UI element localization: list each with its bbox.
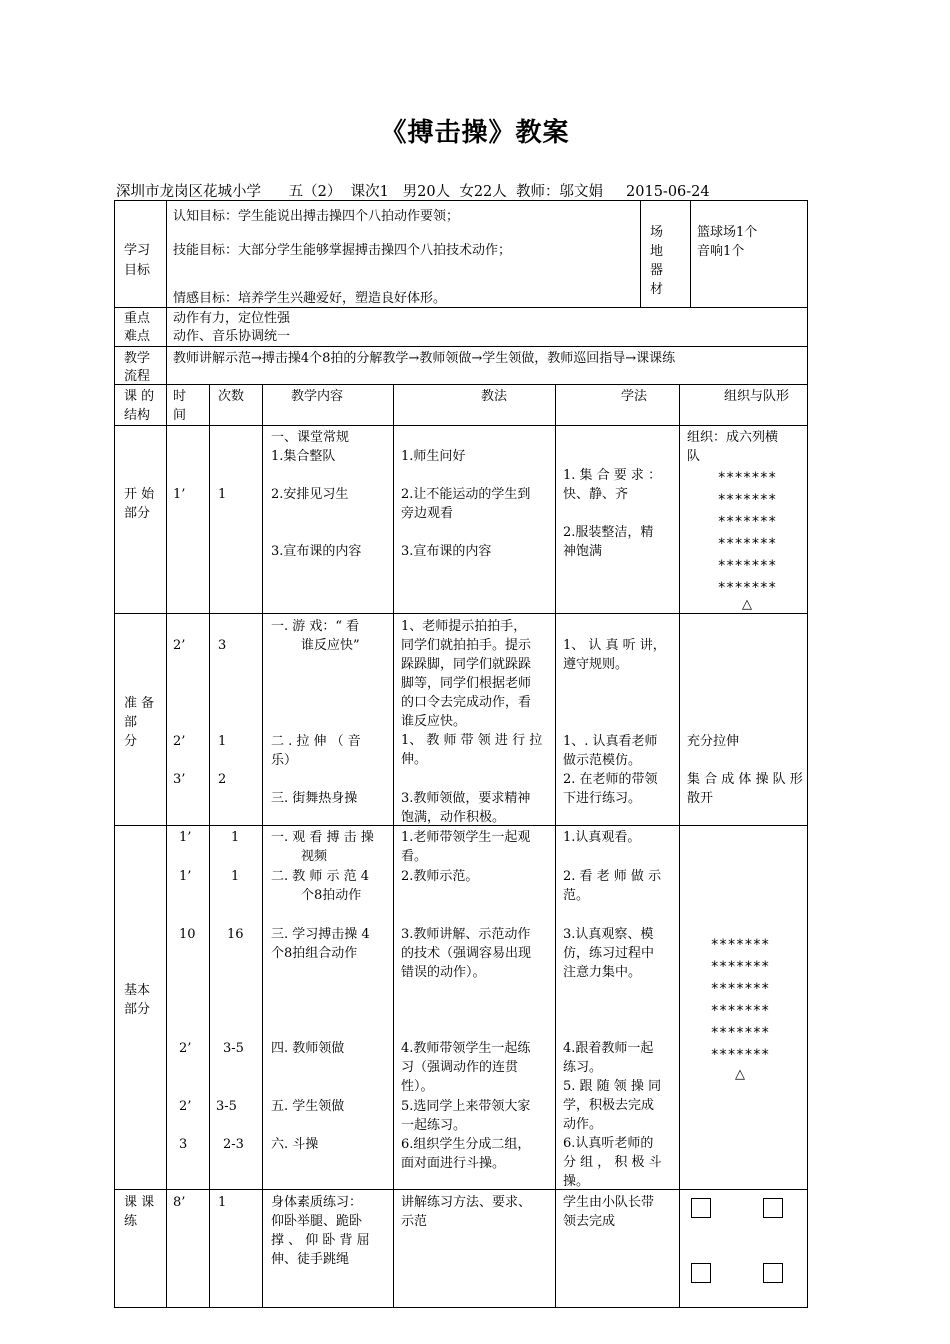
opening-method: 旁边观看 (401, 506, 454, 521)
basic-study: 1.认真观看。 (563, 830, 641, 845)
prep-content: 三. 街舞热身操 (271, 791, 358, 806)
basic-label: 部分 (124, 1002, 151, 1017)
venue-item: 音响1个 (697, 244, 745, 259)
drill-count: 1 (218, 1195, 227, 1210)
teacher-triangle-icon: △ (742, 597, 752, 612)
cognitive-goal: 认知目标：学生能说出搏击操四个八拍动作要领； (173, 209, 460, 224)
basic-time: 1’ (179, 869, 192, 884)
prep-method: 谁反应快。 (401, 714, 467, 729)
header-organization: 组织与队形 (724, 389, 790, 404)
basic-study: 动作。 (563, 1117, 603, 1132)
prep-study: 下进行练习。 (563, 791, 642, 806)
basic-content: 四. 教师领做 (271, 1041, 345, 1056)
flow-label: 教学 (124, 351, 151, 366)
station-square-icon (691, 1198, 711, 1218)
col-divider (679, 384, 680, 1307)
prep-method: 跺跺脚，同学们就跺跺 (401, 657, 532, 672)
keypoints-label: 难点 (124, 329, 151, 344)
opening-method: 1.师生问好 (401, 449, 466, 464)
prep-method: 3.教师领做，要求精神 (401, 791, 531, 806)
col-divider (262, 384, 263, 1307)
basic-method: 6.组织学生分成二组， (401, 1137, 531, 1152)
prep-method: 1、老师提示拍拍手， (401, 619, 527, 634)
basic-content: 一. 观 看 搏 击 操 (271, 830, 374, 845)
keypoint-text: 动作有力，定位性强 (173, 311, 291, 326)
header-study: 学法 (621, 389, 648, 404)
opening-content: 2.安排见习生 (271, 487, 349, 502)
opening-label: 部分 (124, 506, 151, 521)
prep-content: 二 . 拉 伸 （ 音 (271, 734, 361, 749)
prep-label: 准 备 (124, 696, 155, 711)
prep-method: 脚等，同学们根据老师 (401, 676, 532, 691)
col-divider (640, 201, 641, 307)
col-divider (393, 384, 394, 1307)
opening-content: 1.集合整队 (271, 449, 336, 464)
basic-time: 1’ (179, 830, 192, 845)
basic-study: 注意力集中。 (563, 965, 642, 980)
lesson-plan-table (114, 200, 808, 1308)
formation-row: ******* (710, 937, 770, 953)
opening-time: 1’ (173, 487, 186, 502)
skill-goal: 技能目标：大部分学生能够掌握搏击操四个八拍技术动作； (173, 243, 512, 258)
basic-study: 3.认真观察、模 (563, 927, 654, 942)
row-divider (115, 425, 807, 426)
opening-content: 一、课堂常规 (271, 430, 350, 445)
prep-study: 遵守规则。 (563, 657, 629, 672)
opening-method: 3.宣布课的内容 (401, 544, 492, 559)
basic-content: 视频 (301, 849, 328, 864)
prep-count: 1 (218, 734, 227, 749)
formation-row: ******* (710, 1047, 770, 1063)
drill-time: 8’ (173, 1195, 186, 1210)
prep-method: 1、 教 师 带 领 进 行 拉 (401, 733, 543, 748)
prep-study: 2. 在老师的带领 (563, 772, 658, 787)
basic-study: 5. 跟 随 领 操 同 (563, 1079, 662, 1094)
opening-study: 1. 集 合 要 求 ： (563, 468, 662, 483)
basic-content: 个8拍动作 (301, 888, 362, 903)
basic-content: 三. 学习搏击操 4 (271, 927, 370, 942)
basic-count: 1 (231, 869, 240, 884)
basic-content: 六. 斗操 (271, 1137, 319, 1152)
opening-study: 神饱满 (563, 544, 603, 559)
venue-label: 器 (650, 263, 664, 278)
basic-time: 2’ (179, 1041, 192, 1056)
header-time: 时 (173, 389, 187, 404)
drill-method: 示范 (401, 1214, 428, 1229)
basic-label: 基本 (124, 983, 151, 998)
basic-count: 3-5 (223, 1041, 244, 1056)
objectives-label: 学习 (124, 243, 151, 258)
station-square-icon (763, 1263, 783, 1283)
basic-time: 3 (179, 1137, 188, 1152)
col-divider (166, 201, 167, 1307)
emotion-goal: 情感目标：培养学生兴趣爱好，塑造良好体形。 (173, 291, 447, 306)
drill-label: 课 课 (124, 1195, 155, 1210)
basic-method: 面对面进行斗操。 (401, 1156, 506, 1171)
opening-method: 2.让不能运动的学生到 (401, 487, 531, 502)
keypoints-label: 重点 (124, 311, 151, 326)
formation-row: ******* (710, 959, 770, 975)
prep-time: 3’ (173, 772, 186, 787)
opening-org: 队 (687, 449, 701, 464)
row-divider (115, 1189, 807, 1190)
prep-content: 一. 游 戏：“ 看 (271, 619, 360, 634)
opening-study: 2.服装整洁，精 (563, 525, 654, 540)
basic-method: 看。 (401, 849, 428, 864)
opening-org: 组织：成六列横 (687, 430, 779, 445)
basic-method: 2.教师示范。 (401, 869, 479, 884)
basic-study: 2. 看 老 师 做 示 (563, 869, 662, 884)
difficulty-text: 动作、音乐协调统一 (173, 329, 291, 344)
formation-row: ******* (717, 514, 777, 530)
basic-method: 错误的动作）。 (401, 965, 486, 980)
drill-content: 撑 、 仰 卧 背 屈 (271, 1233, 370, 1248)
venue-label: 材 (650, 282, 664, 297)
basic-study: 操。 (563, 1174, 590, 1189)
prep-method: 饱满，动作积极。 (401, 810, 506, 825)
teacher-triangle-icon: △ (735, 1067, 745, 1082)
opening-label: 开 始 (124, 487, 155, 502)
basic-time: 10 (179, 927, 196, 942)
drill-method: 讲解练习方法、要求、 (401, 1195, 532, 1210)
basic-study: 6.认真听老师的 (563, 1136, 654, 1151)
opening-count: 1 (218, 487, 227, 502)
flow-text: 教师讲解示范→搏击操4个8拍的分解教学→教师领做→学生领做，教师巡回指导→课课练 (173, 351, 676, 366)
header-time: 间 (173, 408, 187, 423)
basic-study: 练习。 (563, 1060, 603, 1075)
row-divider (115, 384, 807, 385)
drill-content: 仰卧举腿、跪卧 (271, 1214, 363, 1229)
col-divider (690, 201, 691, 307)
formation-row: ******* (717, 558, 777, 574)
prep-org: 集 合 成 体 操 队 形 (687, 772, 803, 787)
drill-study: 学生由小队长带 (563, 1195, 655, 1210)
prep-content: 乐） (271, 753, 298, 768)
basic-method: 3.教师讲解、示范动作 (401, 927, 531, 942)
basic-study: 范。 (563, 888, 590, 903)
prep-time: 2’ (173, 734, 186, 749)
prep-content: 谁反应快” (301, 638, 360, 653)
basic-method: 一起练习。 (401, 1118, 467, 1133)
basic-study: 4.跟着教师一起 (563, 1041, 654, 1056)
prep-method: 同学们就拍拍手。提示 (401, 638, 532, 653)
prep-method: 的口令去完成动作，看 (401, 695, 532, 710)
prep-time: 2’ (173, 638, 186, 653)
formation-row: ******* (717, 492, 777, 508)
header-structure: 结构 (124, 408, 151, 423)
prep-count: 2 (218, 772, 227, 787)
formation-row: ******* (717, 580, 777, 596)
station-square-icon (691, 1263, 711, 1283)
formation-row: ******* (710, 1003, 770, 1019)
prep-count: 3 (218, 638, 227, 653)
basic-count: 2-3 (223, 1137, 244, 1152)
prep-label: 分 (124, 734, 138, 749)
basic-time: 2’ (179, 1099, 192, 1114)
formation-row: ******* (717, 536, 777, 552)
prep-org: 散开 (687, 791, 714, 806)
header-content: 教学内容 (291, 389, 344, 404)
prep-study: 1、 认 真 听 讲， (563, 638, 666, 653)
drill-content: 伸、徒手跳绳 (271, 1252, 350, 1267)
flow-label: 流程 (124, 369, 151, 384)
drill-study: 领去完成 (563, 1214, 616, 1229)
basic-method: 的技术（强调容易出现 (401, 946, 532, 961)
col-divider (555, 384, 556, 1307)
row-divider (115, 346, 807, 347)
station-square-icon (763, 1198, 783, 1218)
lesson-info: 深圳市龙岗区花城小学 五（2） 课次1 男20人 女22人 教师：邬文娟 2015-06-24 (116, 184, 710, 200)
basic-content: 个8拍组合动作 (271, 946, 358, 961)
prep-study: 1、. 认真看老师 (563, 734, 658, 749)
basic-content: 五. 学生领做 (271, 1099, 345, 1114)
formation-row: ******* (710, 1025, 770, 1041)
basic-content: 二. 教 师 示 范 4 (271, 869, 370, 884)
prep-study: 做示范模仿。 (563, 753, 642, 768)
opening-study: 快、静、齐 (563, 487, 629, 502)
page-title: 《搏击操》教案 (380, 118, 570, 148)
formation-row: ******* (717, 470, 777, 486)
prep-method: 伸。 (401, 752, 428, 767)
basic-count: 16 (227, 927, 244, 942)
basic-method: 4.教师带领学生一起练 (401, 1041, 531, 1056)
basic-study: 学，积极去完成 (563, 1098, 655, 1113)
formation-row: ******* (710, 981, 770, 997)
drill-label: 练 (124, 1214, 138, 1229)
header-structure: 课 的 (124, 389, 155, 404)
opening-content: 3.宣布课的内容 (271, 544, 362, 559)
drill-content: 身体素质练习： (271, 1195, 363, 1210)
venue-label: 地 (650, 244, 664, 259)
basic-method: 习（强调动作的连贯 (401, 1060, 519, 1075)
basic-study: 分 组 ， 积 极 斗 (563, 1155, 662, 1170)
objectives-label: 目标 (124, 263, 151, 278)
col-divider (209, 384, 210, 1307)
venue-label: 场 (650, 225, 664, 240)
prep-org: 充分拉伸 (687, 734, 740, 749)
basic-method: 1.老师带领学生一起观 (401, 830, 531, 845)
basic-method: 5.选同学上来带领大家 (401, 1099, 531, 1114)
basic-method: 性）。 (401, 1079, 434, 1094)
basic-count: 1 (231, 830, 240, 845)
venue-item: 篮球场1个 (697, 225, 758, 240)
basic-study: 仿，练习过程中 (563, 946, 655, 961)
header-method: 教法 (481, 389, 508, 404)
header-count: 次数 (218, 389, 245, 404)
prep-label: 部 (124, 715, 138, 730)
basic-count: 3-5 (216, 1099, 237, 1114)
